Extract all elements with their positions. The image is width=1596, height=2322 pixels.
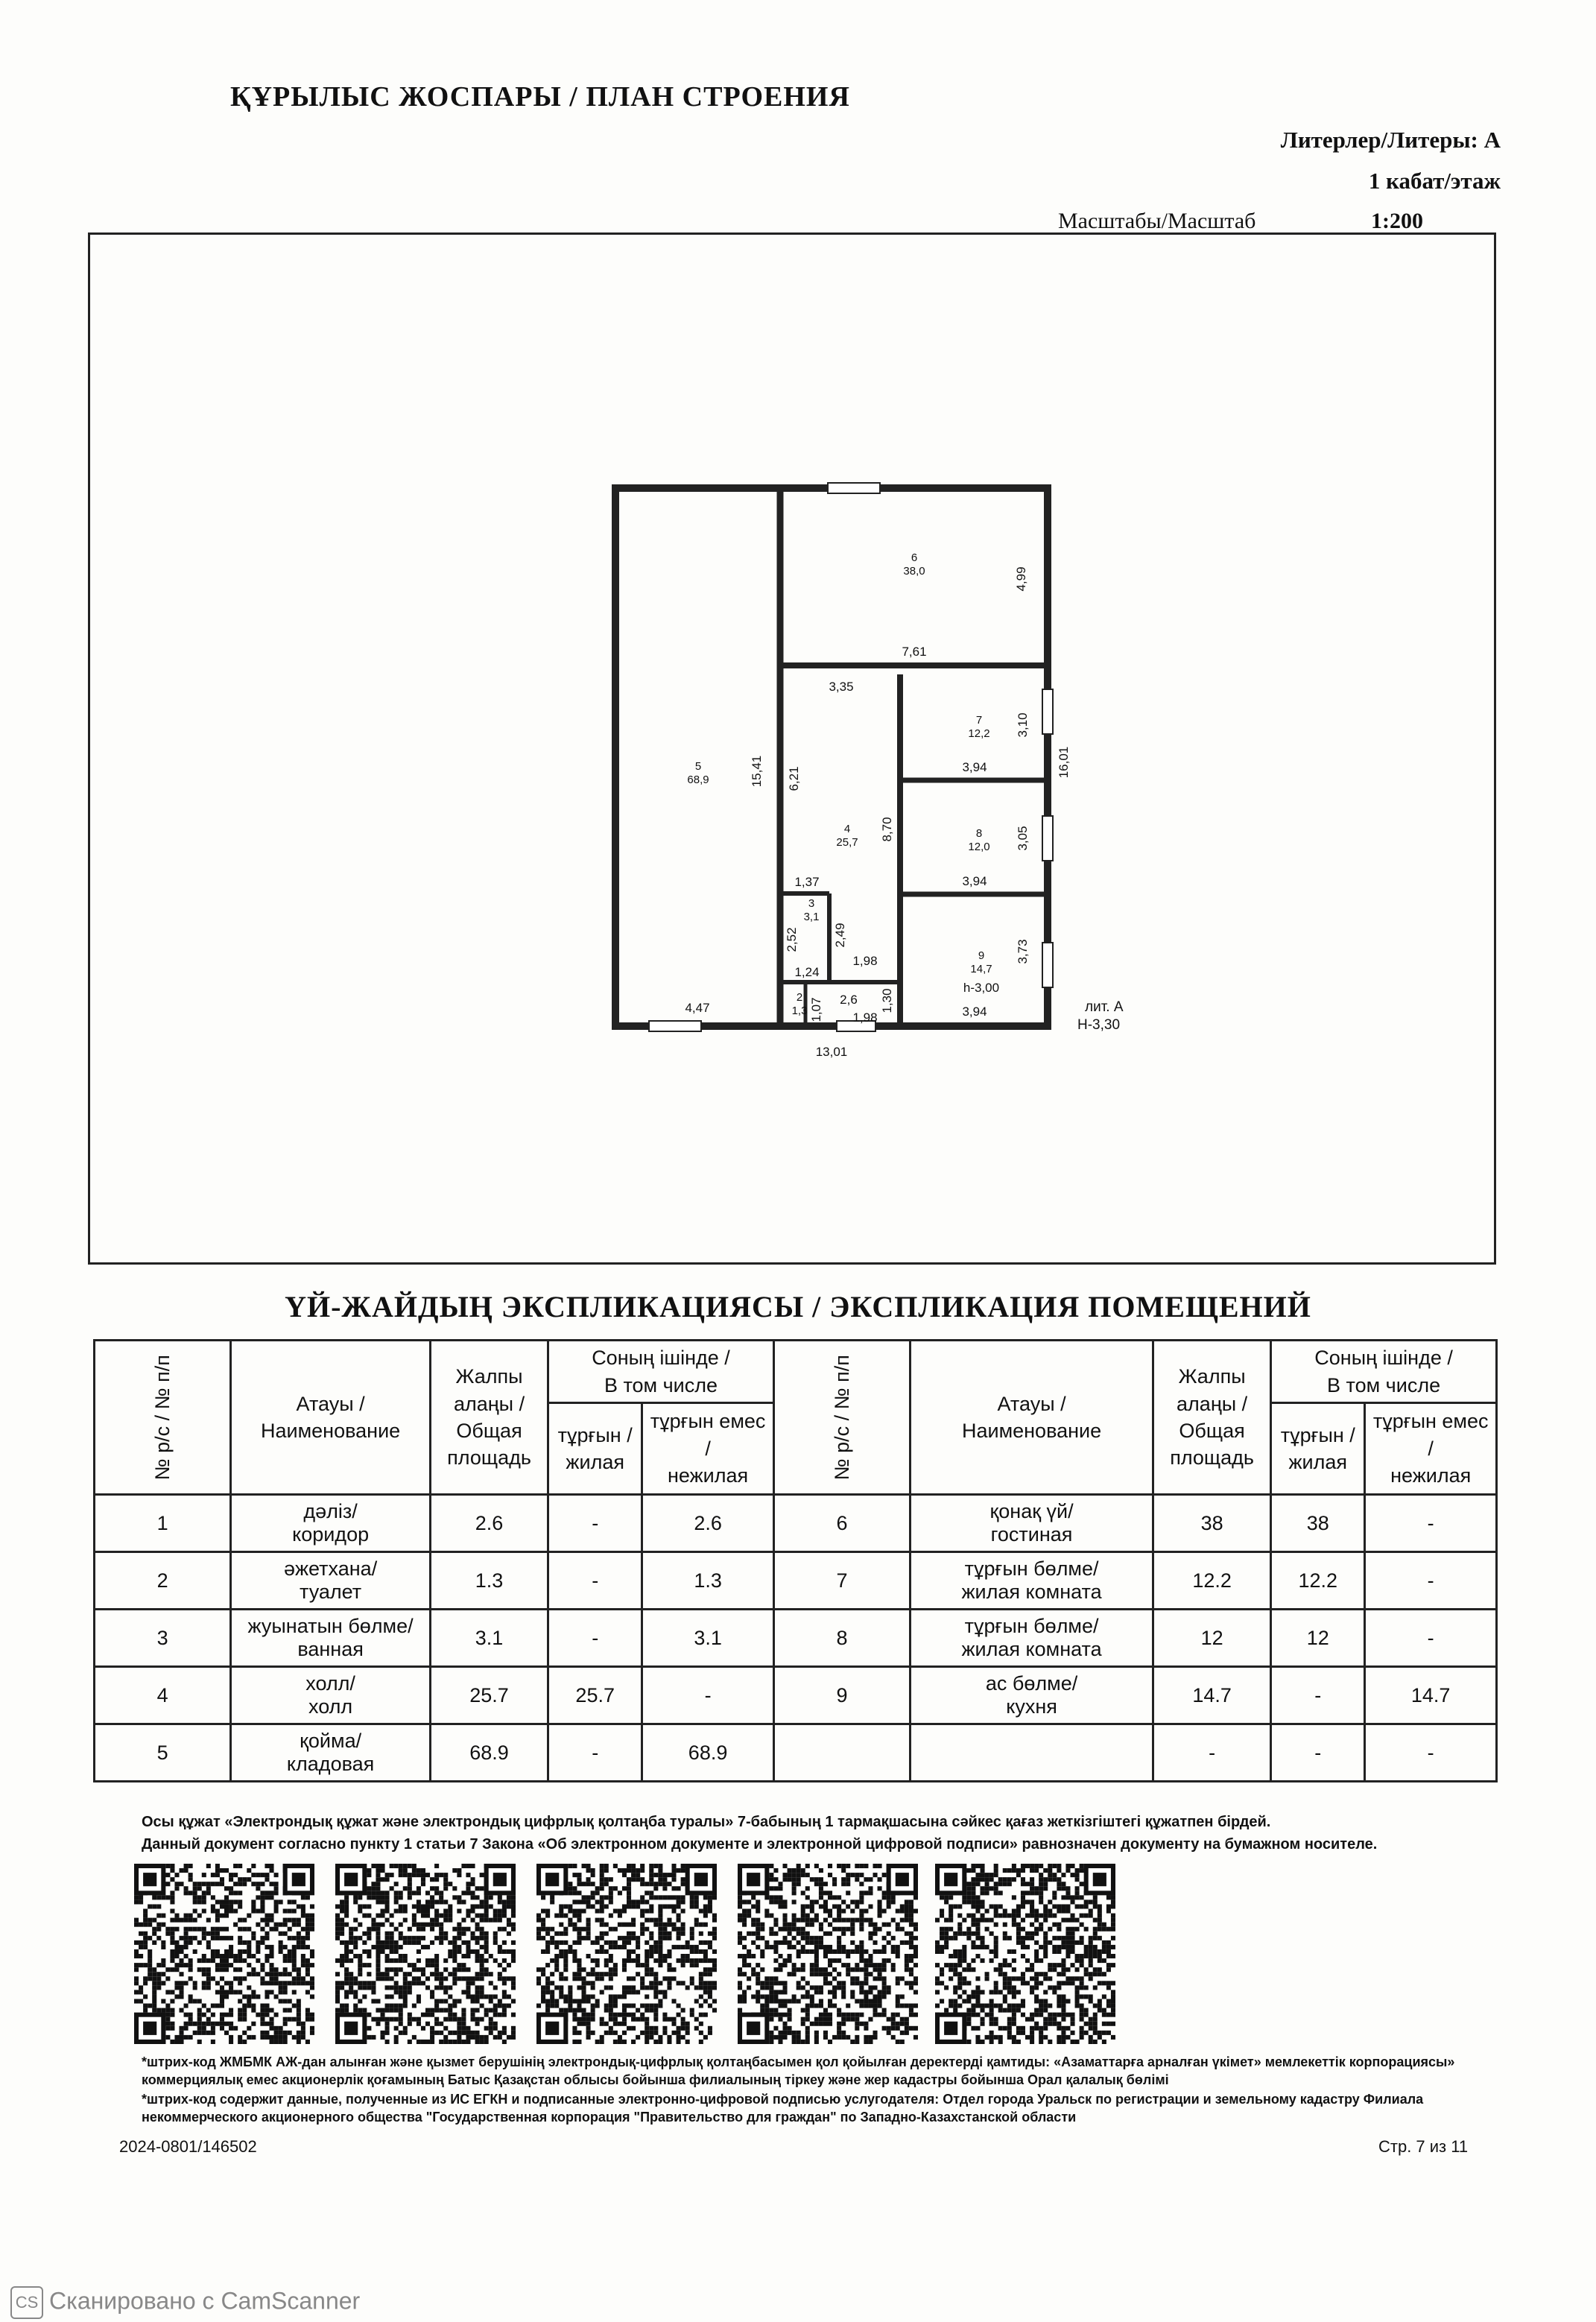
room-name-kz: ас бөлме/ (985, 1671, 1078, 1695)
cell-num: 4 (95, 1667, 231, 1724)
room-name-kz: тұрғын бөлме/ (964, 1614, 1099, 1637)
cell-total: 38 (1153, 1495, 1271, 1552)
room-name-ru: кухня (1006, 1695, 1057, 1718)
svg-text:1,98: 1,98 (852, 954, 878, 968)
room-name-kz: әжетхана/ (283, 1557, 378, 1580)
svg-text:1,98: 1,98 (852, 1010, 878, 1025)
cell-num: 9 (773, 1667, 910, 1724)
cell-name (911, 1610, 1153, 1667)
qr-code (536, 1861, 717, 2046)
room-name-ru: холл (308, 1695, 353, 1718)
cell-living: - (548, 1610, 642, 1667)
cell-nonliving: - (642, 1667, 774, 1724)
cell-living: - (1271, 1667, 1365, 1724)
svg-text:14,7: 14,7 (970, 963, 992, 975)
lit-label: лит. А (1085, 999, 1124, 1015)
svg-text:2,49: 2,49 (833, 923, 847, 948)
svg-text:1,24: 1,24 (794, 965, 820, 979)
svg-text:3,05: 3,05 (1016, 826, 1030, 851)
col-name-kz: Атауы / (296, 1392, 365, 1415)
cell-num: 1 (95, 1495, 231, 1552)
floor-label: 1 кабат/этаж (1368, 168, 1501, 194)
svg-text:1,30: 1,30 (880, 988, 894, 1013)
cell-living: - (548, 1552, 642, 1610)
room-name-ru: коридор (292, 1523, 370, 1546)
svg-text:3,94: 3,94 (962, 874, 987, 888)
room-name-ru: жилая комната (961, 1638, 1102, 1660)
svg-text:4: 4 (843, 823, 851, 835)
table-row (95, 1724, 1497, 1782)
svg-text:8: 8 (975, 827, 983, 840)
col-num-header: № р/с / № п/п (830, 1354, 853, 1481)
qr-code (335, 1861, 516, 2046)
room-name-kz: қонақ үй/ (989, 1499, 1074, 1522)
cell-num: 7 (773, 1552, 910, 1610)
litera-label: Литерлер/Литеры: А (1280, 127, 1501, 153)
room-name-kz: тұрғын бөлме/ (964, 1557, 1099, 1580)
cell-total: 2.6 (430, 1495, 548, 1552)
svg-text:1,07: 1,07 (809, 997, 823, 1022)
cell-total: 14.7 (1153, 1667, 1271, 1724)
cell-name (231, 1610, 431, 1667)
svg-text:68,9: 68,9 (687, 774, 709, 786)
room-name-kz: қойма/ (300, 1729, 362, 1752)
svg-text:3,35: 3,35 (829, 680, 854, 694)
svg-text:7: 7 (975, 714, 983, 727)
window-mark (1042, 943, 1053, 987)
qr-code (134, 1861, 314, 2046)
svg-text:3,10: 3,10 (1016, 712, 1030, 738)
cell-name (231, 1724, 431, 1782)
cell-num: 3 (95, 1610, 231, 1667)
svg-text:16,01: 16,01 (1057, 746, 1071, 779)
cell-num: 6 (773, 1495, 910, 1552)
svg-text:6: 6 (911, 551, 918, 564)
room-name-kz: дәліз/ (303, 1499, 358, 1522)
watermark-text: Сканировано с CamScanner (49, 2287, 361, 2315)
cell-living: 12 (1271, 1610, 1365, 1667)
cell-total: 1.3 (430, 1552, 548, 1610)
door-mark (649, 1021, 701, 1031)
explication-table: № р/с / № п/п Атауы / Наименование Жалпы алаңы / Общая площадь Соның ішінде / В том числе № р/с / № п/п Атауы / Наименование Жалпы алаңы / Общая площадь Соның ішінде / В том числе тұрғын / жилая тұрғын емес / нежилая тұрғын / жилая тұрғын емес / нежилая 1 дәліз/ коридор 2.6 - 2.6 6 қонақ үй/ гостиная 38 38 - 2 әжетхана/ туалет 1.3 - 1.3 7 тұрғын бөлме/ жилая комната 12.2 12.2 - 3 жуынатын бөлме/ ванная 3.1 - 3.1 8 тұрғын бөлме/ жилая комната 12 12 - 4 холл/ холл 25.7 25.7 - 9 ас бөлме/ кухня 14.7 - 14.7 5 қойма/ кладовая 68.9 - 68.9 - - - (93, 1339, 1498, 1782)
cell-nonliving: - (1365, 1610, 1497, 1667)
svg-text:12,2: 12,2 (968, 727, 990, 740)
svg-text:8,70: 8,70 (880, 817, 894, 842)
svg-text:4,47: 4,47 (685, 1001, 710, 1015)
room-name-ru: гостиная (990, 1523, 1073, 1546)
page-title: ҚҰРЫЛЫС ЖОСПАРЫ / ПЛАН СТРОЕНИЯ (230, 81, 850, 113)
table-header-row: № р/с / № п/п Атауы / Наименование Жалпы алаңы / Общая площадь Соның ішінде / В том числе № р/с / № п/п Атауы / Наименование Жалпы алаңы / Общая площадь Соның ішінде / В том числе (95, 1341, 1497, 1403)
room-name-ru: жилая комната (961, 1581, 1102, 1603)
cell-total: 68.9 (430, 1724, 548, 1782)
svg-text:5: 5 (694, 760, 702, 773)
cell-living: - (548, 1724, 642, 1782)
svg-text:1,37: 1,37 (794, 875, 820, 889)
svg-text:4,99: 4,99 (1014, 566, 1028, 592)
legal-line-ru: Данный документ согласно пункту 1 статьи 7 Закона «Об электронном документе и электронной цифровой подписи» равнозначен документу на бумажном носителе. (142, 1836, 1378, 1853)
cell-name (231, 1667, 431, 1724)
scale-label: Масштабы/Масштаб (1058, 209, 1256, 233)
cell-total: 12 (1153, 1610, 1271, 1667)
svg-text:9: 9 (978, 949, 985, 962)
svg-text:7,61: 7,61 (902, 645, 927, 659)
svg-text:15,41: 15,41 (750, 755, 764, 788)
cell-total: 25.7 (430, 1667, 548, 1724)
barcode-note-kz: *штрих-код ЖМБМК АЖ-дан алынған және қызмет берушінің электрондық-цифрлық қолтаңбасымен қол қойылған деректерді қамтиды: «Азаматтарға арналған үкімет» мемлекеттік корпорациясы» коммерциялық емес акционерлік қоғамының Батыс Қазақстан облысы бойынша филиалының тіркеу және жер кадастры бойынша Орал қалалық бөлімі (142, 2054, 1455, 2088)
qr-code (935, 1861, 1115, 2046)
room-name-kz: жуынатын бөлме/ (247, 1614, 414, 1637)
cell-num: 8 (773, 1610, 910, 1667)
svg-text:h-3,00: h-3,00 (963, 981, 1000, 995)
cell-nonliving: 3.1 (642, 1610, 774, 1667)
qr-code (738, 1861, 918, 2046)
cell-nonliving: 14.7 (1365, 1667, 1497, 1724)
svg-text:3,1: 3,1 (803, 911, 820, 923)
svg-text:3,94: 3,94 (962, 1005, 987, 1019)
page-number: Стр. 7 из 11 (1378, 2137, 1469, 2156)
cell-nonliving: 1.3 (642, 1552, 774, 1610)
cell-num (773, 1724, 910, 1782)
svg-text:3,94: 3,94 (962, 760, 987, 774)
scale-row (1058, 209, 1423, 234)
barcode-note-ru: *штрих-код содержит данные, полученные из ИС ЕГКН и подписанные электронно-цифровой подписью услугодателя: Отдел города Уральск по регистрации и земельному кадастру Филиала некоммерческого акционерного общества "Государственная корпорация "Правительство для граждан" по Западно-Казахстанской области (142, 2092, 1424, 2125)
table-row (95, 1667, 1497, 1724)
svg-text:2,6: 2,6 (840, 993, 858, 1007)
col-num-header: № р/с / № п/п (151, 1354, 174, 1481)
cell-nonliving: 2.6 (642, 1495, 774, 1552)
scale-value: 1:200 (1371, 209, 1423, 233)
cell-name (231, 1495, 431, 1552)
cell-living: - (1271, 1724, 1365, 1782)
cell-name (911, 1552, 1153, 1610)
cell-nonliving: 68.9 (642, 1724, 774, 1782)
svg-text:2,52: 2,52 (785, 927, 799, 952)
svg-text:1,3: 1,3 (791, 1005, 808, 1017)
cell-total: 12.2 (1153, 1552, 1271, 1610)
cell-total: - (1153, 1724, 1271, 1782)
room-name-ru: кладовая (286, 1753, 375, 1775)
camscanner-watermark (10, 2286, 360, 2319)
svg-text:6,21: 6,21 (787, 766, 801, 791)
col-name-ru: Наименование (261, 1420, 401, 1442)
table-row (95, 1495, 1497, 1552)
table-row (95, 1552, 1497, 1610)
room-name-kz: холл/ (305, 1671, 355, 1695)
cell-living: - (548, 1495, 642, 1552)
cell-num: 5 (95, 1724, 231, 1782)
cell-nonliving: - (1365, 1552, 1497, 1610)
plan-frame (88, 232, 1496, 1265)
legal-line-kz: Осы құжат «Электрондық құжат және электрондық цифрлық қолтаңба туралы» 7-бабының 1 тармақшасына сәйкес қағаз жеткізгіштегі құжатпен бірдей. (142, 1814, 1271, 1830)
svg-text:13,01: 13,01 (815, 1045, 848, 1059)
room-name-ru: ванная (297, 1638, 364, 1660)
cell-living: 25.7 (548, 1667, 642, 1724)
cell-num: 2 (95, 1552, 231, 1610)
explication-title: ҮЙ-ЖАЙДЫҢ ЭКСПЛИКАЦИЯСЫ / ЭКСПЛИКАЦИЯ ПОМЕЩЕНИЙ (285, 1290, 1311, 1323)
svg-text:38,0: 38,0 (903, 565, 925, 578)
cell-name (911, 1667, 1153, 1724)
cell-name (911, 1724, 1153, 1782)
cell-nonliving: - (1365, 1495, 1497, 1552)
cell-name (911, 1495, 1153, 1552)
svg-text:3,73: 3,73 (1016, 939, 1030, 964)
svg-text:12,0: 12,0 (968, 841, 990, 853)
cell-total: 3.1 (430, 1610, 548, 1667)
svg-text:3: 3 (808, 897, 815, 910)
cell-name (231, 1552, 431, 1610)
document-number: 2024-0801/146502 (119, 2137, 257, 2156)
cell-living: 38 (1271, 1495, 1365, 1552)
floor-plan (90, 235, 1494, 1262)
svg-text:25,7: 25,7 (836, 836, 858, 849)
window-mark (1042, 689, 1053, 734)
table-row (95, 1610, 1497, 1667)
cell-nonliving: - (1365, 1724, 1497, 1782)
window-mark (1042, 816, 1053, 861)
camscanner-logo: CS (10, 2286, 43, 2319)
svg-text:2: 2 (796, 991, 803, 1004)
window-mark (828, 483, 880, 493)
room-name-ru: туалет (300, 1581, 362, 1603)
cell-living: 12.2 (1271, 1552, 1365, 1610)
lit-height: H-3,30 (1077, 1017, 1121, 1033)
